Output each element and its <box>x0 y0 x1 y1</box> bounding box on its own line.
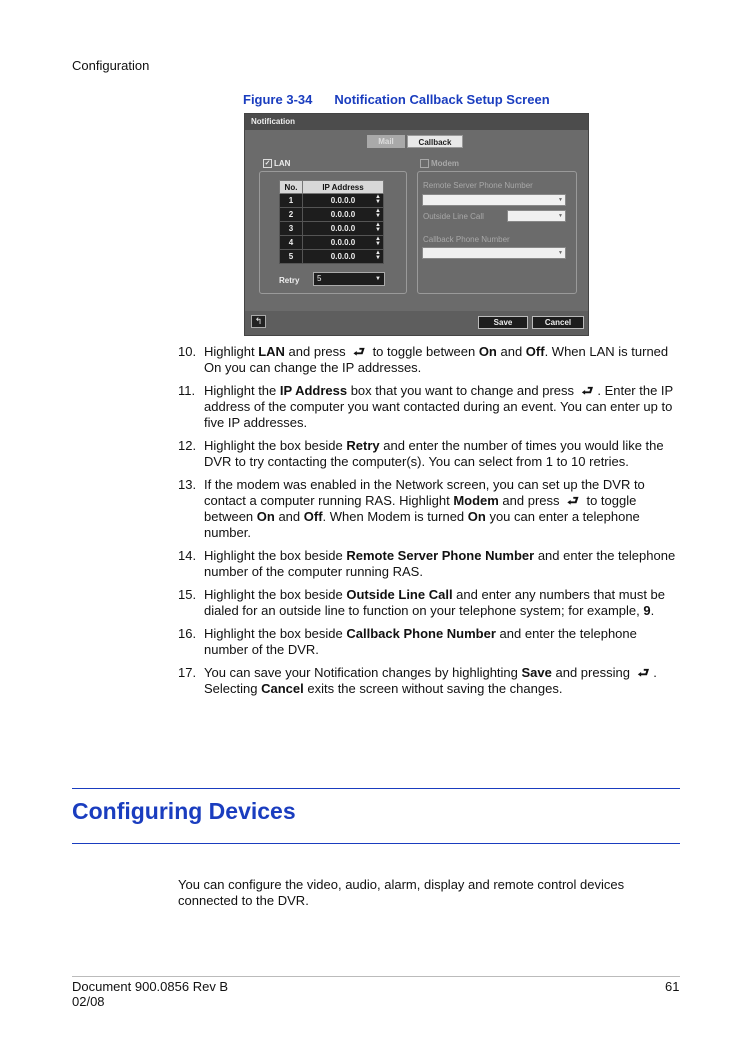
table-row <box>280 222 384 236</box>
step-number: 13. <box>178 477 197 492</box>
document-id: Document 900.0856 Rev B <box>72 979 229 994</box>
cancel-button[interactable]: Cancel <box>532 316 584 329</box>
table-row <box>280 236 384 250</box>
dvr-window-title: Notification <box>251 117 295 126</box>
spinner-icon[interactable]: ▲ ▼ <box>375 208 381 219</box>
step-number: 14. <box>178 548 197 563</box>
row-number: 5 <box>280 250 303 264</box>
step-text: . Enter the IP address of the computer you want contacted during an event. You can enter up to five IP addresses. <box>204 383 673 430</box>
step-text: and press <box>498 493 564 508</box>
section-rule-top <box>72 788 680 789</box>
list-item <box>178 438 683 470</box>
enter-key-icon: ⮐ <box>353 344 365 359</box>
ip-address-field[interactable] <box>303 208 384 222</box>
step-text: You can save your Notification changes by highlighting <box>204 665 522 680</box>
list-item <box>178 344 683 376</box>
ip-value: 0.0.0.0 <box>330 196 356 205</box>
modem-label: Modem <box>431 159 459 168</box>
step-text: box that you want to change and press <box>347 383 578 398</box>
bold-term: Callback Phone Number <box>346 626 496 641</box>
enter-key-icon: ⮐ <box>637 665 650 680</box>
remote-server-phone-field[interactable] <box>422 194 566 206</box>
modem-checkbox[interactable] <box>420 159 459 168</box>
step-text: Highlight the box beside <box>204 587 347 602</box>
step-text: you can enter a telephone number. <box>204 509 640 540</box>
outside-line-field[interactable] <box>507 210 566 222</box>
ip-address-field[interactable] <box>303 222 384 236</box>
row-number: 2 <box>280 208 303 222</box>
col-header-no: No. <box>280 181 303 194</box>
list-item <box>178 587 683 619</box>
running-header: Configuration <box>72 58 150 73</box>
step-text: and enter any numbers that must be dialed for an outside line to function on your telephone system; for example, <box>204 587 666 618</box>
bold-term: Cancel <box>261 681 304 696</box>
step-text: to toggle between <box>368 344 479 359</box>
row-number: 1 <box>280 194 303 208</box>
step-text: . When LAN is turned On you can change the IP addresses. <box>204 344 669 375</box>
spinner-icon[interactable]: ▲ ▼ <box>375 250 381 261</box>
step-number: 17. <box>178 665 197 680</box>
ip-address-field[interactable] <box>303 250 384 264</box>
page-number: 61 <box>665 979 680 994</box>
spinner-icon[interactable]: ▲ ▼ <box>375 222 381 233</box>
spinner-icon[interactable]: ▲ ▼ <box>375 236 381 247</box>
ip-value: 0.0.0.0 <box>330 252 356 261</box>
bold-term: Save <box>521 665 552 680</box>
step-text: and enter the telephone number of the computer running RAS. <box>204 548 676 579</box>
step-text: Highlight the box beside <box>204 548 347 563</box>
table-row <box>280 194 384 208</box>
step-text: to toggle between <box>204 493 637 524</box>
step-text: Highlight <box>204 344 259 359</box>
ip-value: 0.0.0.0 <box>330 238 356 247</box>
list-item <box>178 626 683 658</box>
bold-term: LAN <box>258 344 285 359</box>
lan-label: LAN <box>274 159 291 168</box>
figure-number: Figure 3-34 <box>243 92 313 107</box>
ip-value: 0.0.0.0 <box>330 210 356 219</box>
table-row <box>280 250 384 264</box>
retry-select[interactable] <box>313 272 385 286</box>
step-text: Highlight the box beside <box>204 626 347 641</box>
step-text: and pressing <box>551 665 634 680</box>
chevron-down-icon: ▼ <box>558 197 563 203</box>
remote-server-label: Remote Server Phone Number <box>423 181 533 190</box>
enter-key-icon: ⮐ <box>567 493 579 508</box>
ip-address-field[interactable] <box>303 194 384 208</box>
bold-term: Remote Server Phone Number <box>346 548 535 563</box>
check-icon: ✓ <box>264 160 271 168</box>
retry-value: 5 <box>317 274 322 283</box>
tab-callback[interactable]: Callback <box>407 135 463 148</box>
step-text: and <box>496 344 526 359</box>
list-item <box>178 548 683 580</box>
step-text: If the modem was enabled in the Network screen, you can set up the DVR to contact a computer running RAS. Highlight <box>204 477 645 508</box>
chevron-down-icon: ▼ <box>558 250 563 256</box>
ip-address-field[interactable] <box>303 236 384 250</box>
footer-document <box>72 979 228 1009</box>
checkbox-empty-icon <box>420 159 429 168</box>
list-item <box>178 477 683 541</box>
step-number: 16. <box>178 626 197 641</box>
bold-term: Modem <box>453 493 499 508</box>
bold-term: Retry <box>346 438 380 453</box>
chevron-down-icon: ▼ <box>558 213 563 219</box>
enter-key-icon: ⮐ <box>581 383 594 398</box>
footer-rule <box>72 976 680 977</box>
document-date: 02/08 <box>72 994 105 1009</box>
step-text: exits the screen without saving the changes. <box>303 681 563 696</box>
callback-phone-label: Callback Phone Number <box>423 235 510 244</box>
step-text: . Selecting <box>204 665 657 696</box>
bold-term: On <box>256 509 275 524</box>
retry-label: Retry <box>279 276 300 285</box>
step-number: 10. <box>178 344 197 359</box>
save-button[interactable]: Save <box>478 316 528 329</box>
dvr-titlebar <box>245 114 588 130</box>
lan-checkbox[interactable] <box>263 159 290 168</box>
callback-phone-field[interactable] <box>422 247 566 259</box>
ip-value: 0.0.0.0 <box>330 224 356 233</box>
list-item <box>178 665 683 697</box>
list-item <box>178 383 683 431</box>
row-number: 3 <box>280 222 303 236</box>
step-text: Highlight the <box>204 383 280 398</box>
step-text: and press <box>284 344 350 359</box>
step-text: . <box>650 603 655 618</box>
instruction-steps <box>178 344 683 704</box>
bold-term: On <box>467 509 486 524</box>
table-row <box>280 208 384 222</box>
bold-term: Off <box>303 509 323 524</box>
step-number: 12. <box>178 438 197 453</box>
step-text: and enter the telephone number of the DVR. <box>204 626 637 657</box>
back-arrow-icon[interactable]: ↰ <box>251 315 266 328</box>
figure-caption <box>243 92 550 107</box>
step-text: and <box>274 509 304 524</box>
ip-address-table <box>279 180 384 264</box>
section-intro: You can configure the video, audio, alarm, display and remote control devices connected to the DVR. <box>178 877 625 908</box>
spinner-icon[interactable]: ▲ ▼ <box>375 194 381 205</box>
bold-term: IP Address <box>279 383 348 398</box>
chevron-down-icon: ▼ <box>375 276 381 282</box>
step-text: . When Modem is turned <box>322 509 468 524</box>
step-text: and enter the number of times you would like the DVR to try contacting the computer(s). You can select from 1 to 10 retries. <box>204 438 664 469</box>
row-number: 4 <box>280 236 303 250</box>
col-header-ip: IP Address <box>303 181 384 194</box>
figure-title: Notification Callback Setup Screen <box>334 92 550 107</box>
step-number: 15. <box>178 587 197 602</box>
dvr-screenshot <box>244 113 589 336</box>
bold-term: 9 <box>643 603 651 618</box>
tab-mail[interactable]: Mail <box>367 135 405 148</box>
step-number: 11. <box>178 383 196 398</box>
step-text: Highlight the box beside <box>204 438 347 453</box>
bold-term: Outside Line Call <box>346 587 453 602</box>
bold-term: Off <box>525 344 545 359</box>
section-title: Configuring Devices <box>72 798 296 824</box>
section-rule-bottom <box>72 843 680 844</box>
bold-term: On <box>478 344 497 359</box>
outside-line-label: Outside Line Call <box>423 212 484 221</box>
